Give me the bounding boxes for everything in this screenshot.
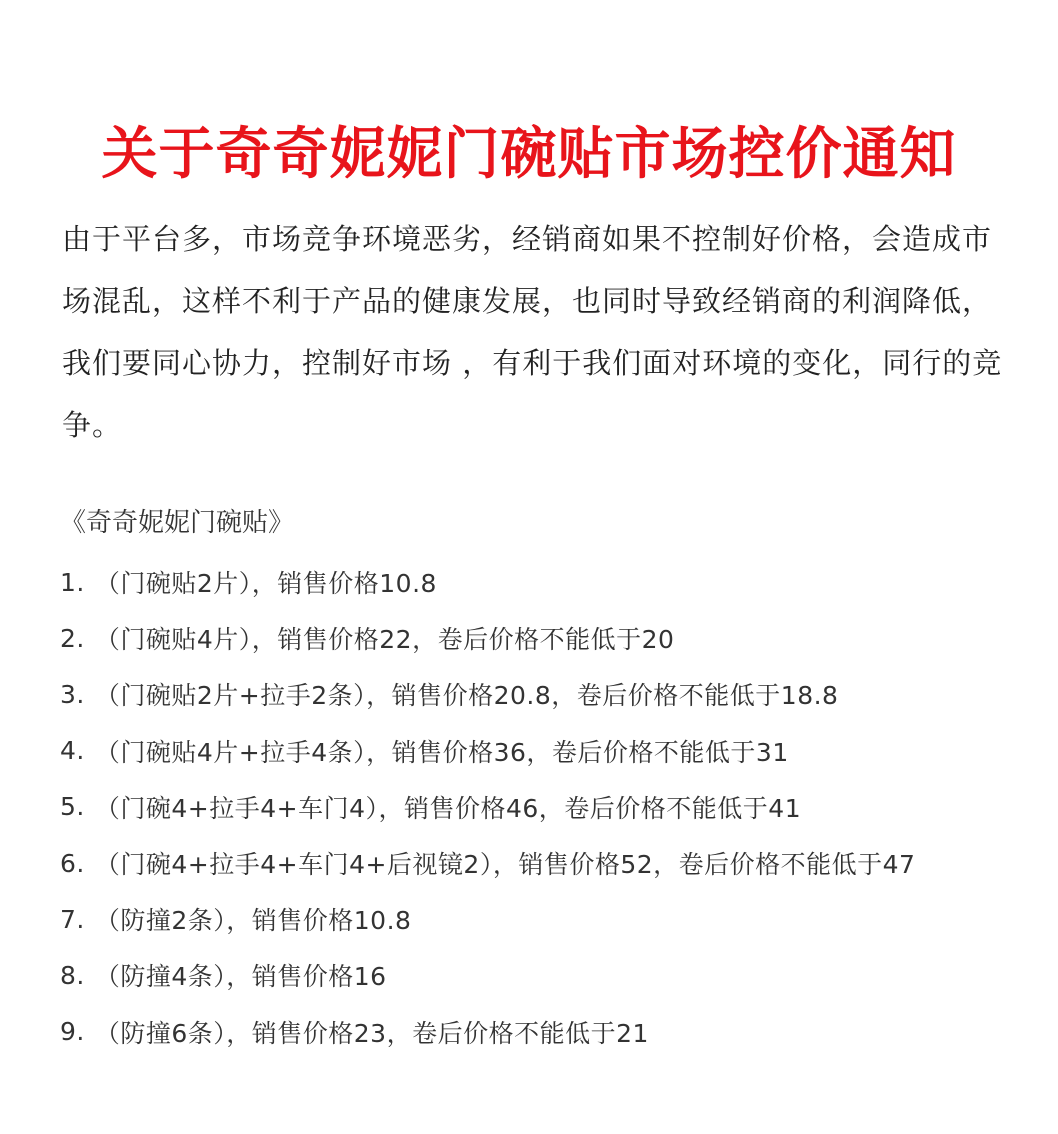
price-item xyxy=(60,947,1050,1003)
price-item-number: 7. xyxy=(60,904,85,934)
price-item-number: 3. xyxy=(60,679,85,709)
price-item xyxy=(60,554,1050,610)
price-item-number: 4. xyxy=(60,736,85,766)
price-item xyxy=(60,666,1050,722)
product-heading: 《奇奇妮妮门碗贴》 xyxy=(60,508,295,538)
price-item-number: 1. xyxy=(60,567,85,597)
price-item-text: （防撞2条），销售价格10.8 xyxy=(94,906,412,936)
price-item-text: （门碗4+拉手4+车门4），销售价格46，卷后价格不能低于41 xyxy=(94,793,802,823)
price-item xyxy=(60,610,1050,666)
price-list xyxy=(60,554,1050,1060)
price-item xyxy=(60,835,1050,891)
price-item-number: 8. xyxy=(60,960,85,990)
intro-paragraph: 由于平台多，市场竞争环境恶劣，经销商如果不控制好价格，会造成市场混乱，这样不利于产品的健康发展，也同时导致经销商的利润降低，我们要同心协力，控制好市场 ，有利于我们面对环境的变化，同行的竞争。 xyxy=(62,222,1003,442)
price-item-text: （门碗贴2片+拉手2条），销售价格20.8，卷后价格不能低于18.8 xyxy=(94,681,839,711)
price-item xyxy=(60,779,1050,835)
price-item-text: （门碗贴2片），销售价格10.8 xyxy=(94,569,437,599)
price-item xyxy=(60,1004,1050,1060)
price-item-text: （门碗4+拉手4+车门4+后视镜2），销售价格52，卷后价格不能低于47 xyxy=(94,850,916,880)
price-item-number: 5. xyxy=(60,792,85,822)
price-item-number: 6. xyxy=(60,848,85,878)
notice-title: 关于奇奇妮妮门碗贴市场控价通知 xyxy=(101,121,957,187)
price-item-number: 2. xyxy=(60,623,85,653)
price-item-text: （防撞4条），销售价格16 xyxy=(94,962,387,992)
price-item-text: （门碗贴4片），销售价格22，卷后价格不能低于20 xyxy=(94,625,675,655)
price-item-number: 9. xyxy=(60,1017,85,1047)
price-item xyxy=(60,723,1050,779)
price-item-text: （防撞6条），销售价格23，卷后价格不能低于21 xyxy=(94,1018,649,1048)
price-item xyxy=(60,891,1050,947)
price-item-text: （门碗贴4片+拉手4条），销售价格36，卷后价格不能低于31 xyxy=(94,737,789,767)
